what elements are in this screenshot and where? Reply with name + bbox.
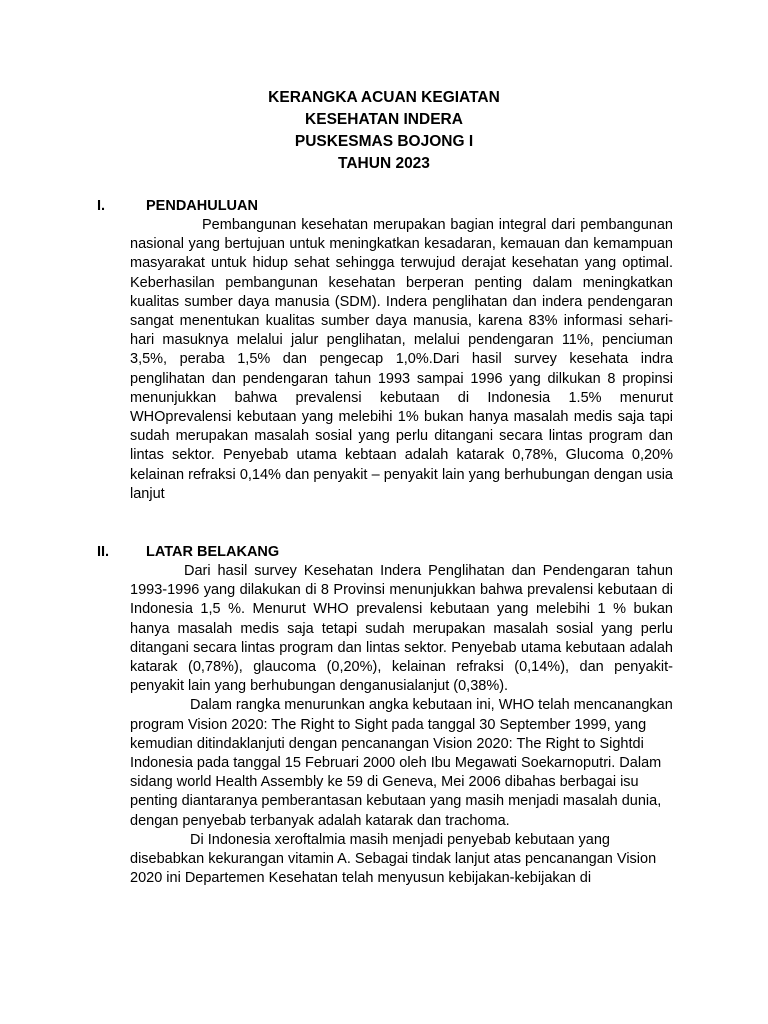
section-title: LATAR BELAKANG: [146, 544, 280, 560]
section-number: II.: [97, 544, 110, 560]
section-number: I.: [97, 198, 106, 214]
section-heading: [97, 196, 677, 216]
paragraph: Dalam rangka menurunkan angka kebutaan ini, WHO telah mencanangkan program Vision 2020: The Right to Sight pada tanggal 30 September 1999, yang kemudian ditindaklanjuti dengan pencanangan Vision 2020: The Right to Sightdi Indonesia pada tanggal 15 Februari 2000 oleh Ibu Megawati Soekarnoputri. Dalam sidang world Health Assembly ke 59 di Geneva, Mei 2006 dibahas berbagai isu penting diantaranya pemberantasan kebutaan yang masih menjadi masalah dunia, dengan penyebab terbanyak adalah katarak dan trachoma.: [130, 697, 673, 829]
title-line: KESEHATAN INDERA: [305, 111, 463, 128]
document-title: [0, 87, 768, 175]
paragraph: Pembangunan kesehatan merupakan bagian integral dari pembangunan nasional yang bertujuan untuk meningkatkan kesadaran, kemauan dan kemampuan masyarakat untuk hidup sehat sehingga terwujud derajat kesehatan yang optimal. Keberhasilan pembangunan kesehatan berperan penting dalam meningkatkan kualitas sumber daya manusia (SDM). Indera penglihatan dan indera pendengaran sangat menentukan kualitas sumber daya manusia, karena 83% informasi sehari-hari masuknya melalui jalur penglihatan, melalui pendengaran 11%, penciuman 3,5%, peraba 1,5% dan pengecap 1,0%.Dari hasil survey kesehata indra penglihatan dan pendengaran tahun 1993 sampai 1996 yang dilkukan 8 propinsi menunjukkan bahwa prevalensi kebutaan di Indonesia 1.5% menurut WHOprevalensi kebutaan yang melebihi 1% bukan hanya masalah medis saja tapi sudah merupakan masalah sosial yang perlu ditangani secara lintas program dan lintas sektor. Penyebab utama kebtaan adalah katarak 0,78%, Glucoma 0,20% kelainan refraksi 0,14% dan penyakit – penyakit lain yang berhubungan dengan usia lanjut: [130, 217, 673, 502]
section-heading: [97, 542, 677, 562]
section-title: PENDAHULUAN: [146, 198, 258, 214]
title-line: PUSKESMAS BOJONG I: [294, 133, 474, 150]
section-pendahuluan: [97, 196, 677, 504]
title-line: KERANGKA ACUAN KEGIATAN: [268, 89, 500, 106]
section-latar-belakang: [97, 542, 677, 888]
paragraph: Di Indonesia xeroftalmia masih menjadi penyebab kebutaan yang disebabkan kekurangan vitamin A. Sebagai tindak lanjut atas pencanangan Vision 2020 ini Departemen Kesehatan telah menyusun kebijakan-kebijakan di: [130, 831, 657, 887]
paragraph: Dari hasil survey Kesehatan Indera Penglihatan dan Pendengaran tahun 1993-1996 yang dilakukan di 8 Provinsi menunjukkan bahwa prevalensi kebutaan di Indonesia 1,5 %. Menurut WHO prevalensi kebutaan yang melebihi 1 % bukan hanya masalah medis saja tetapi sudah merupakan masalah sosial yang perlu ditangani secara lintas program dan lintas sektor. Penyebab utama kebutaan adalah katarak (0,78%), glaucoma (0,20%), kelainan refraksi (0,14%), dan penyakit-penyakit lain yang berhubungan denganusialanjut (0,38%).: [130, 563, 673, 695]
title-line: TAHUN 2023: [338, 155, 430, 172]
